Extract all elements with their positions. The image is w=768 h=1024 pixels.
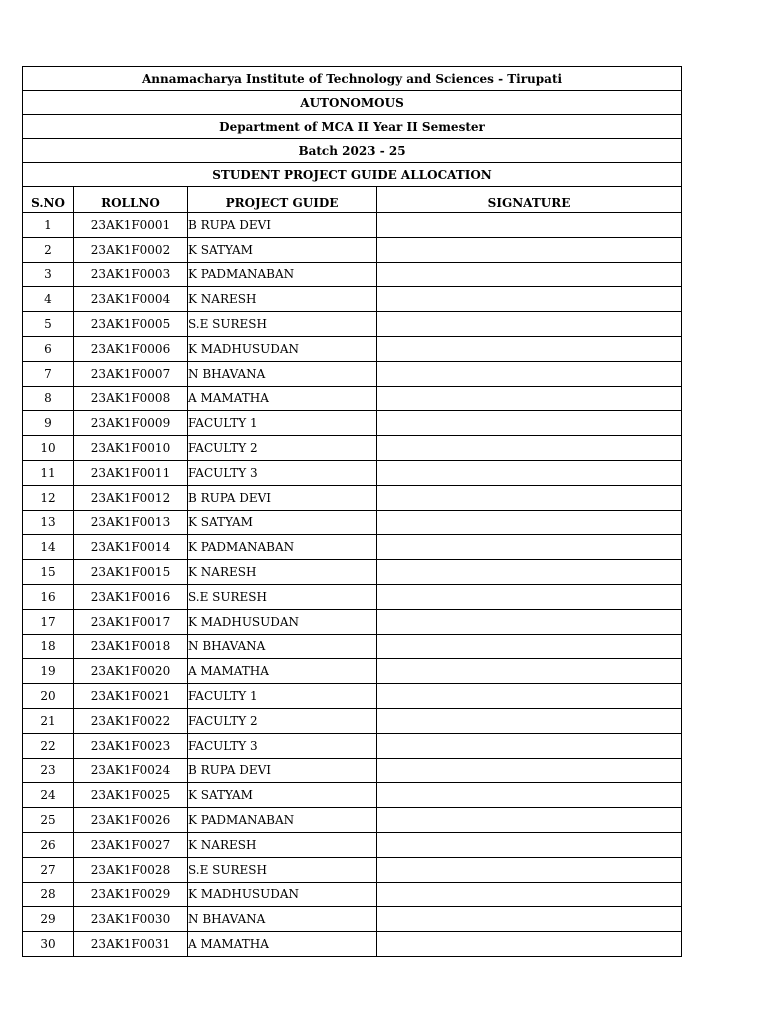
rollno-cell: 23AK1F0011: [74, 460, 188, 485]
table-row: [23, 609, 682, 634]
sno-cell: 22: [23, 733, 74, 758]
table-row: [23, 336, 682, 361]
sno-cell: 28: [23, 882, 74, 907]
rollno-cell: 23AK1F0027: [74, 832, 188, 857]
signature-cell: [377, 460, 682, 485]
sno-cell: 1: [23, 213, 74, 238]
sno-cell: 15: [23, 560, 74, 585]
table-row: [23, 758, 682, 783]
rollno-cell: 23AK1F0016: [74, 584, 188, 609]
table-row: [23, 584, 682, 609]
table-row: [23, 213, 682, 238]
rollno-cell: 23AK1F0013: [74, 510, 188, 535]
table-row: [23, 882, 682, 907]
rollno-cell: 23AK1F0005: [74, 312, 188, 337]
header-row-title: [23, 163, 682, 187]
guide-cell: FACULTY 2: [188, 436, 377, 461]
signature-cell: [377, 262, 682, 287]
sno-cell: 21: [23, 708, 74, 733]
signature-cell: [377, 336, 682, 361]
table-row: [23, 436, 682, 461]
sno-cell: 18: [23, 634, 74, 659]
sno-cell: 3: [23, 262, 74, 287]
guide-cell: FACULTY 2: [188, 708, 377, 733]
sno-cell: 27: [23, 857, 74, 882]
rollno-cell: 23AK1F0026: [74, 808, 188, 833]
guide-cell: K PADMANABAN: [188, 808, 377, 833]
signature-cell: [377, 882, 682, 907]
table-row: [23, 708, 682, 733]
column-header-signature: SIGNATURE: [377, 187, 682, 213]
signature-cell: [377, 907, 682, 932]
signature-cell: [377, 857, 682, 882]
table-row: [23, 262, 682, 287]
signature-cell: [377, 708, 682, 733]
rollno-cell: 23AK1F0020: [74, 659, 188, 684]
institute-name: Annamacharya Institute of Technology and Sciences - Tirupati: [23, 67, 682, 91]
guide-cell: N BHAVANA: [188, 907, 377, 932]
guide-cell: S.E SURESH: [188, 312, 377, 337]
sno-cell: 8: [23, 386, 74, 411]
guide-cell: N BHAVANA: [188, 634, 377, 659]
sno-cell: 14: [23, 535, 74, 560]
sno-cell: 19: [23, 659, 74, 684]
table-row: [23, 733, 682, 758]
table-row: [23, 485, 682, 510]
signature-cell: [377, 411, 682, 436]
rollno-cell: 23AK1F0022: [74, 708, 188, 733]
sno-cell: 25: [23, 808, 74, 833]
signature-cell: [377, 584, 682, 609]
sno-cell: 20: [23, 684, 74, 709]
guide-cell: FACULTY 1: [188, 684, 377, 709]
rollno-cell: 23AK1F0021: [74, 684, 188, 709]
table-row: [23, 287, 682, 312]
rollno-cell: 23AK1F0004: [74, 287, 188, 312]
column-header-row: [23, 187, 682, 213]
signature-cell: [377, 560, 682, 585]
table-row: [23, 460, 682, 485]
table-row: [23, 312, 682, 337]
guide-cell: K PADMANABAN: [188, 262, 377, 287]
sno-cell: 11: [23, 460, 74, 485]
guide-allocation-table: [22, 66, 682, 957]
signature-cell: [377, 659, 682, 684]
signature-cell: [377, 758, 682, 783]
signature-cell: [377, 535, 682, 560]
signature-cell: [377, 213, 682, 238]
rollno-cell: 23AK1F0009: [74, 411, 188, 436]
signature-cell: [377, 609, 682, 634]
table-row: [23, 634, 682, 659]
guide-cell: K PADMANABAN: [188, 535, 377, 560]
sno-cell: 23: [23, 758, 74, 783]
rollno-cell: 23AK1F0028: [74, 857, 188, 882]
rollno-cell: 23AK1F0002: [74, 237, 188, 262]
rollno-cell: 23AK1F0024: [74, 758, 188, 783]
table-row: [23, 361, 682, 386]
department-name: Department of MCA II Year II Semester: [23, 115, 682, 139]
signature-cell: [377, 932, 682, 957]
guide-cell: K NARESH: [188, 832, 377, 857]
guide-cell: S.E SURESH: [188, 857, 377, 882]
table-row: [23, 832, 682, 857]
guide-cell: FACULTY 1: [188, 411, 377, 436]
sno-cell: 5: [23, 312, 74, 337]
signature-cell: [377, 436, 682, 461]
rollno-cell: 23AK1F0008: [74, 386, 188, 411]
guide-cell: K NARESH: [188, 560, 377, 585]
table-row: [23, 386, 682, 411]
signature-cell: [377, 684, 682, 709]
guide-cell: A MAMATHA: [188, 386, 377, 411]
table-row: [23, 808, 682, 833]
signature-cell: [377, 312, 682, 337]
guide-cell: A MAMATHA: [188, 932, 377, 957]
rollno-cell: 23AK1F0031: [74, 932, 188, 957]
header-row-status: [23, 91, 682, 115]
rollno-cell: 23AK1F0014: [74, 535, 188, 560]
rollno-cell: 23AK1F0029: [74, 882, 188, 907]
guide-cell: A MAMATHA: [188, 659, 377, 684]
batch-label: Batch 2023 - 25: [23, 139, 682, 163]
table-row: [23, 932, 682, 957]
sno-cell: 26: [23, 832, 74, 857]
sno-cell: 2: [23, 237, 74, 262]
table-row: [23, 907, 682, 932]
table-row: [23, 535, 682, 560]
guide-cell: FACULTY 3: [188, 460, 377, 485]
sno-cell: 4: [23, 287, 74, 312]
signature-cell: [377, 808, 682, 833]
guide-cell: K SATYAM: [188, 237, 377, 262]
rollno-cell: 23AK1F0030: [74, 907, 188, 932]
table-row: [23, 684, 682, 709]
sno-cell: 17: [23, 609, 74, 634]
sno-cell: 24: [23, 783, 74, 808]
signature-cell: [377, 510, 682, 535]
sno-cell: 13: [23, 510, 74, 535]
signature-cell: [377, 361, 682, 386]
rollno-cell: 23AK1F0003: [74, 262, 188, 287]
column-header-rollno: ROLLNO: [74, 187, 188, 213]
column-header-sno: S.NO: [23, 187, 74, 213]
signature-cell: [377, 783, 682, 808]
guide-cell: FACULTY 3: [188, 733, 377, 758]
rollno-cell: 23AK1F0007: [74, 361, 188, 386]
institute-status: AUTONOMOUS: [23, 91, 682, 115]
sno-cell: 30: [23, 932, 74, 957]
header-row-batch: [23, 139, 682, 163]
guide-cell: B RUPA DEVI: [188, 213, 377, 238]
signature-cell: [377, 832, 682, 857]
table-row: [23, 857, 682, 882]
table-row: [23, 783, 682, 808]
sno-cell: 12: [23, 485, 74, 510]
guide-cell: K MADHUSUDAN: [188, 336, 377, 361]
signature-cell: [377, 485, 682, 510]
signature-cell: [377, 287, 682, 312]
signature-cell: [377, 733, 682, 758]
rollno-cell: 23AK1F0012: [74, 485, 188, 510]
signature-cell: [377, 634, 682, 659]
table-row: [23, 659, 682, 684]
header-row-department: [23, 115, 682, 139]
table-row: [23, 560, 682, 585]
rollno-cell: 23AK1F0018: [74, 634, 188, 659]
guide-cell: N BHAVANA: [188, 361, 377, 386]
rollno-cell: 23AK1F0001: [74, 213, 188, 238]
sno-cell: 9: [23, 411, 74, 436]
guide-cell: K NARESH: [188, 287, 377, 312]
guide-cell: K SATYAM: [188, 510, 377, 535]
sno-cell: 29: [23, 907, 74, 932]
guide-cell: K SATYAM: [188, 783, 377, 808]
guide-cell: B RUPA DEVI: [188, 485, 377, 510]
sno-cell: 6: [23, 336, 74, 361]
column-header-guide: PROJECT GUIDE: [188, 187, 377, 213]
table-row: [23, 411, 682, 436]
guide-cell: S.E SURESH: [188, 584, 377, 609]
rollno-cell: 23AK1F0023: [74, 733, 188, 758]
guide-cell: K MADHUSUDAN: [188, 609, 377, 634]
rollno-cell: 23AK1F0015: [74, 560, 188, 585]
sno-cell: 16: [23, 584, 74, 609]
rollno-cell: 23AK1F0017: [74, 609, 188, 634]
table-row: [23, 510, 682, 535]
header-row-institute: [23, 67, 682, 91]
guide-cell: K MADHUSUDAN: [188, 882, 377, 907]
table-row: [23, 237, 682, 262]
rollno-cell: 23AK1F0025: [74, 783, 188, 808]
rollno-cell: 23AK1F0010: [74, 436, 188, 461]
sno-cell: 7: [23, 361, 74, 386]
guide-cell: B RUPA DEVI: [188, 758, 377, 783]
sno-cell: 10: [23, 436, 74, 461]
signature-cell: [377, 386, 682, 411]
rollno-cell: 23AK1F0006: [74, 336, 188, 361]
document-title: STUDENT PROJECT GUIDE ALLOCATION: [23, 163, 682, 187]
signature-cell: [377, 237, 682, 262]
